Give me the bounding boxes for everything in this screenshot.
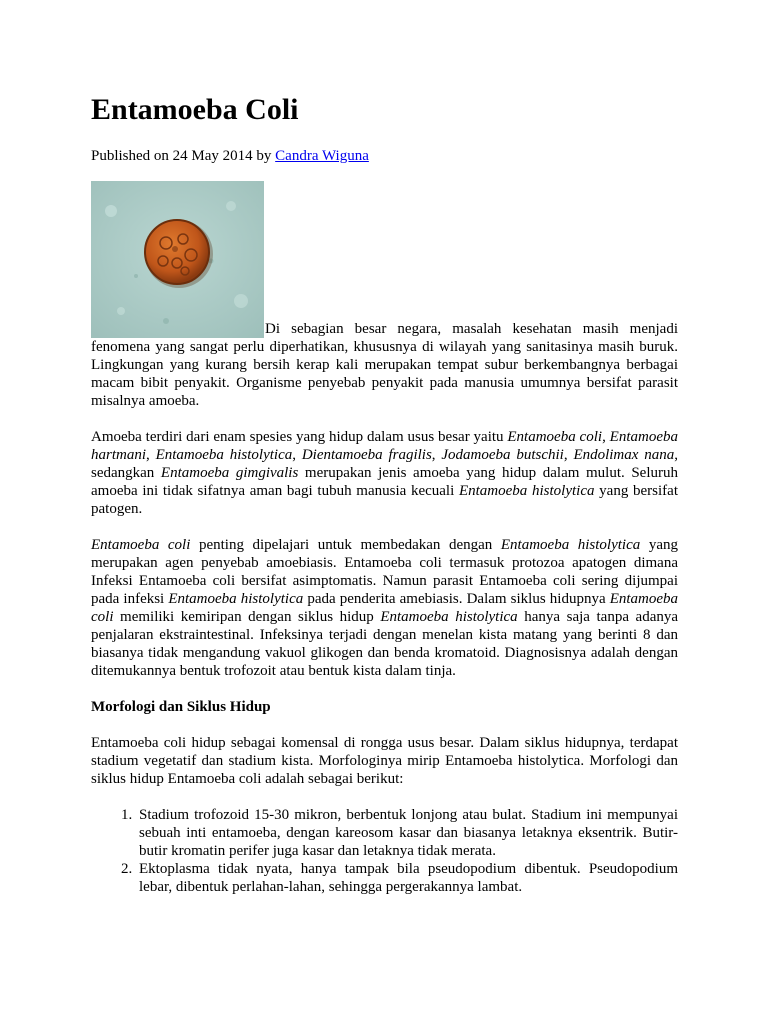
species-name: Entamoeba histolytica [500, 537, 641, 553]
species-name: Jodamoeba butschii [441, 447, 564, 463]
section-heading: Morfologi dan Siklus Hidup [91, 699, 271, 715]
species-name: Entamoeba histolytica [458, 483, 595, 499]
paragraph-species: Amoeba terdiri dari enam spesies yang hidup dalam usus besar yaitu Entamoeba coli, Entamoeba hartmani, Entamoeba histolytica, Dientamoeba fragilis, Jodamoeba butschii, Endolimax nana, sedangkan Entamoeba gimgivalis merupakan jenis amoeba yang hidup dalam mulut. Seluruh amoeba ini tidak sifatnya aman bagi tubuh manusia kecuali Entamoeba histolytica yang bersifat patogen. [91, 429, 679, 517]
byline-prefix: Published on 24 May 2014 by [91, 148, 276, 164]
species-name: Entamoeba histolytica [155, 447, 293, 463]
species-name: Entamoeba histolytica [380, 609, 518, 625]
paragraph-intro-text: Di sebagian besar negara, masalah kesehatan masih menjadi fenomena yang sangat perlu diperhatikan, khususnya di wilayah yang sanitasinya masih buruk. Lingkungan yang kurang bersih kerap kali merupakan tempat subur berkembangnya berbagai macam bibit penyakit. Organisme penyebab penyakit pada manusia umumnya bersifat parasit misalnya amoeba. [91, 321, 678, 409]
paragraph-intro [91, 181, 678, 410]
author-link[interactable]: Candra Wiguna [275, 148, 369, 164]
species-name: Endolimax nana [573, 447, 675, 463]
amoeba-micrograph-image [91, 181, 264, 338]
list-item: 1. Stadium trofozoid 15-30 mikron, berbentuk lonjong atau bulat. Stadium ini mempunyai sebuah inti entamoeba, dengan kareosom kasar dan biasanya letaknya eksentrik. Butir-butir kromatin perifer juga kasar dan letaknya tidak merata. [136, 806, 678, 860]
paragraph-importance: Entamoeba coli penting dipelajari untuk membedakan dengan Entamoeba histolytica yang merupakan agen penyebab amoebiasis. Entamoeba coli termasuk protozoa apatogen dimana Infeksi Entamoeba coli bersifat asimptomatis. Namun parasit Entamoeba coli sering dijumpai pada infeksi Entamoeba histolytica pada penderita amebiasis. Dalam siklus hidupnya Entamoeba coli memiliki kemiripan dengan siklus hidup Entamoeba histolytica hanya saja tanpa adanya penjalaran ekstraintestinal. Infeksinya terjadi dengan menelan kista matang yang berinti 8 dan biasanya tidak mengandung vakuol glikogen dan benda kromatoid. Diagnosisnya adalah dengan ditemukannya bentuk trofozoit atau bentuk kista dalam tinja. [91, 537, 679, 679]
paragraph-morphology-intro: Entamoeba coli hidup sebagai komensal di rongga usus besar. Dalam siklus hidupnya, terdapat stadium vegetatif dan stadium kista. Morfologinya mirip Entamoeba histolytica. Morfologi dan siklus hidup Entamoeba coli adalah sebagai berikut: [91, 735, 678, 787]
species-name: Entamoeba coli [507, 429, 603, 445]
list-item: 2. Ektoplasma tidak nyata, hanya tampak bila pseudopodium dibentuk. Pseudopodium lebar, dibentuk perlahan-lahan, sehingga pergerakannya lambat. [136, 860, 678, 896]
article-title: Entamoeba Coli [91, 93, 299, 126]
species-name: Dientamoeba fragilis [301, 447, 432, 463]
byline [91, 146, 369, 166]
species-name: Entamoeba hartmani [91, 429, 678, 463]
morphology-list [91, 806, 678, 896]
species-name: Entamoeba coli [91, 537, 191, 553]
article-body [91, 181, 678, 896]
species-name: Entamoeba histolytica [168, 591, 304, 607]
species-name: Entamoeba coli [91, 591, 679, 625]
species-name: Entamoeba gimgivalis [160, 465, 299, 481]
